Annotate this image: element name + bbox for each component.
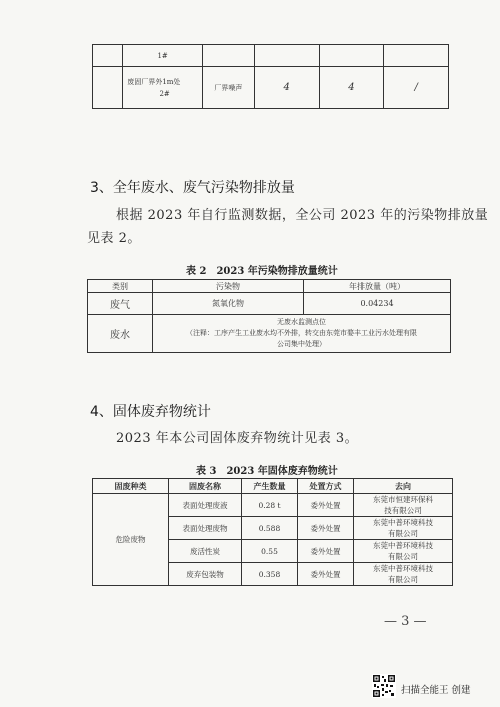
header-waste-name: 固废名称 [169,479,242,494]
destination-line: 有限公司 [388,575,418,584]
disposal-method-cell: 委外处置 [298,540,354,563]
table-cell [384,45,449,67]
table-cell [93,67,123,109]
header-disposal-method: 处置方式 [298,479,354,494]
section3-heading: 3、全年废水、废气污染物排放量 [90,180,295,196]
waste-name-cell: 废弃包装物 [169,563,242,586]
destination-line: 东莞中普环境科技 [373,564,433,573]
disposal-method-cell: 委外处置 [298,517,354,540]
pollutant-emission-table [87,279,451,353]
value-cell: 4 [319,67,384,109]
section4-heading: 4、固体废弃物统计 [90,404,211,420]
destination-line: 东莞中普环境科技 [373,541,433,550]
waste-name-cell: 表面处理废液 [169,494,242,517]
destination-cell [354,540,453,563]
table-cell [202,45,254,67]
header-category: 类别 [88,280,153,293]
note-line: （注释：工序产生工业废水均不外排，转交由东莞市婺丰工业污水处理有限 [186,329,417,337]
waste-name-cell: 表面处理废物 [169,517,242,540]
table2-caption: 表 2 2023 年污染物排放量统计 [186,266,338,277]
noise-source-text: 废固厂界外1m处 [127,78,181,86]
header-pollutant: 污染物 [153,280,304,293]
noise-type-cell: 厂界噪声 [202,67,254,109]
section4-paragraph: 2023 年本公司固体废弃物统计见表 3。 [116,431,359,446]
destination-line: 东莞市恒建环保科 [373,495,433,504]
header-quantity: 产生数量 [242,479,298,494]
section3-paragraph-line1: 根据 2023 年自行监测数据，全公司 2023 年的污染物排放量 [116,208,489,223]
wastewater-note-cell [153,315,451,353]
noise-monitoring-table-fragment [92,44,449,109]
note-line: 无废水监测点位 [277,318,326,326]
disposal-method-cell: 委外处置 [298,494,354,517]
waste-category-cell: 危险废物 [93,494,169,586]
amount-cell: 0.04234 [304,293,451,315]
waste-qty-cell: 0.588 [242,517,298,540]
point-id-cell: 1# [123,45,203,67]
waste-qty-cell: 0.55 [242,540,298,563]
waste-name-cell: 废活性炭 [169,540,242,563]
table-cell [254,45,319,67]
table3-caption: 表 3 2023 年固体废弃物统计 [196,466,338,477]
waste-qty-cell: 0.358 [242,563,298,586]
note-line: 公司集中处理） [277,340,326,348]
disposal-method-cell: 委外处置 [298,563,354,586]
noise-source-cell [123,67,203,109]
destination-cell [354,494,453,517]
qr-code-icon [372,674,396,698]
pollutant-cell: 氮氧化物 [153,293,304,315]
value-cell: 4 [254,67,319,109]
value-cell: / [384,67,449,109]
section3-paragraph-line2: 见表 2。 [87,231,141,246]
category-cell: 废气 [88,293,153,315]
scanner-watermark-text: 扫描全能王 创建 [401,685,471,696]
page-number: — 3 — [384,614,427,629]
point-id-text: 2# [159,90,170,98]
destination-line: 东莞中普环境科技 [373,518,433,527]
solid-waste-table [92,478,453,586]
category-cell: 废水 [88,315,153,353]
destination-line: 有限公司 [388,529,418,538]
destination-line: 有限公司 [388,552,418,561]
table-cell [319,45,384,67]
destination-line: 技有限公司 [384,506,422,515]
table-cell [93,45,123,67]
header-annual-amount: 年排放量（吨） [304,280,451,293]
destination-cell [354,517,453,540]
destination-cell [354,563,453,586]
header-waste-type: 固废种类 [93,479,169,494]
header-destination: 去向 [354,479,453,494]
waste-qty-cell: 0.28 t [242,494,298,517]
